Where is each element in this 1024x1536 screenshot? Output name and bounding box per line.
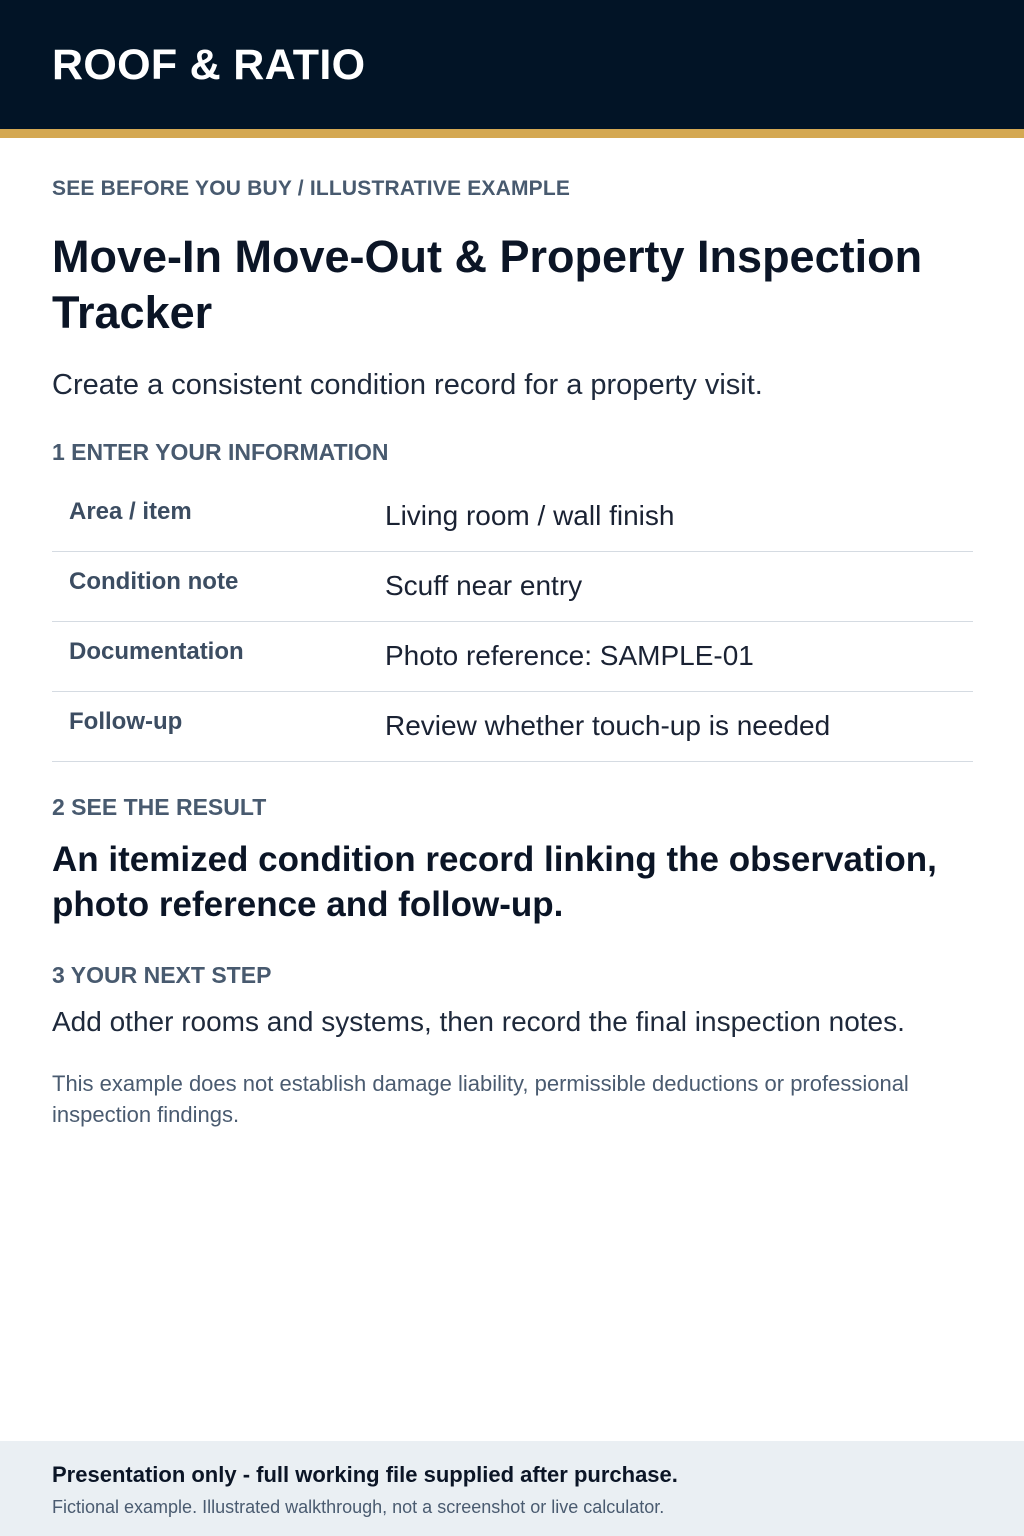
brand-logo-text: ROOF & RATIO <box>52 41 366 89</box>
footer-subnote: Fictional example. Illustrated walkthrough, not a screenshot or live calculator. <box>52 1497 665 1517</box>
table-row <box>52 482 973 552</box>
row-label: Area / item <box>69 498 192 525</box>
footer-bar <box>0 1441 1024 1536</box>
row-value: Photo reference: SAMPLE-01 <box>385 640 754 671</box>
footer-notice: Presentation only - full working file supplied after purchase. <box>52 1462 678 1487</box>
next-step-text: Add other rooms and systems, then record the final inspection notes. <box>52 1006 905 1037</box>
disclaimer-text: This example does not establish damage liability, permissible deductions or professional inspection findings. <box>52 1071 909 1127</box>
row-label: Condition note <box>69 568 239 595</box>
step-1-heading: 1 ENTER YOUR INFORMATION <box>52 439 389 465</box>
eyebrow-label: SEE BEFORE YOU BUY / ILLUSTRATIVE EXAMPLE <box>52 177 571 200</box>
step-2-heading: 2 SEE THE RESULT <box>52 794 267 820</box>
step-3-heading: 3 YOUR NEXT STEP <box>52 962 272 988</box>
page-title: Move-In Move-Out & Property Inspection Tracker <box>52 231 923 338</box>
top-header-bar <box>0 0 1024 138</box>
table-row <box>52 552 973 622</box>
table-row <box>52 692 973 762</box>
row-label: Follow-up <box>69 708 183 735</box>
information-table <box>52 482 973 762</box>
row-value: Scuff near entry <box>385 570 583 601</box>
page-subtitle: Create a consistent condition record for a property visit. <box>52 369 763 401</box>
row-value: Review whether touch-up is needed <box>385 710 831 741</box>
result-statement: An itemized condition record linking the observation, photo reference and follow-up. <box>52 840 937 924</box>
table-row <box>52 622 973 692</box>
row-value: Living room / wall finish <box>385 500 675 531</box>
row-label: Documentation <box>69 638 244 665</box>
